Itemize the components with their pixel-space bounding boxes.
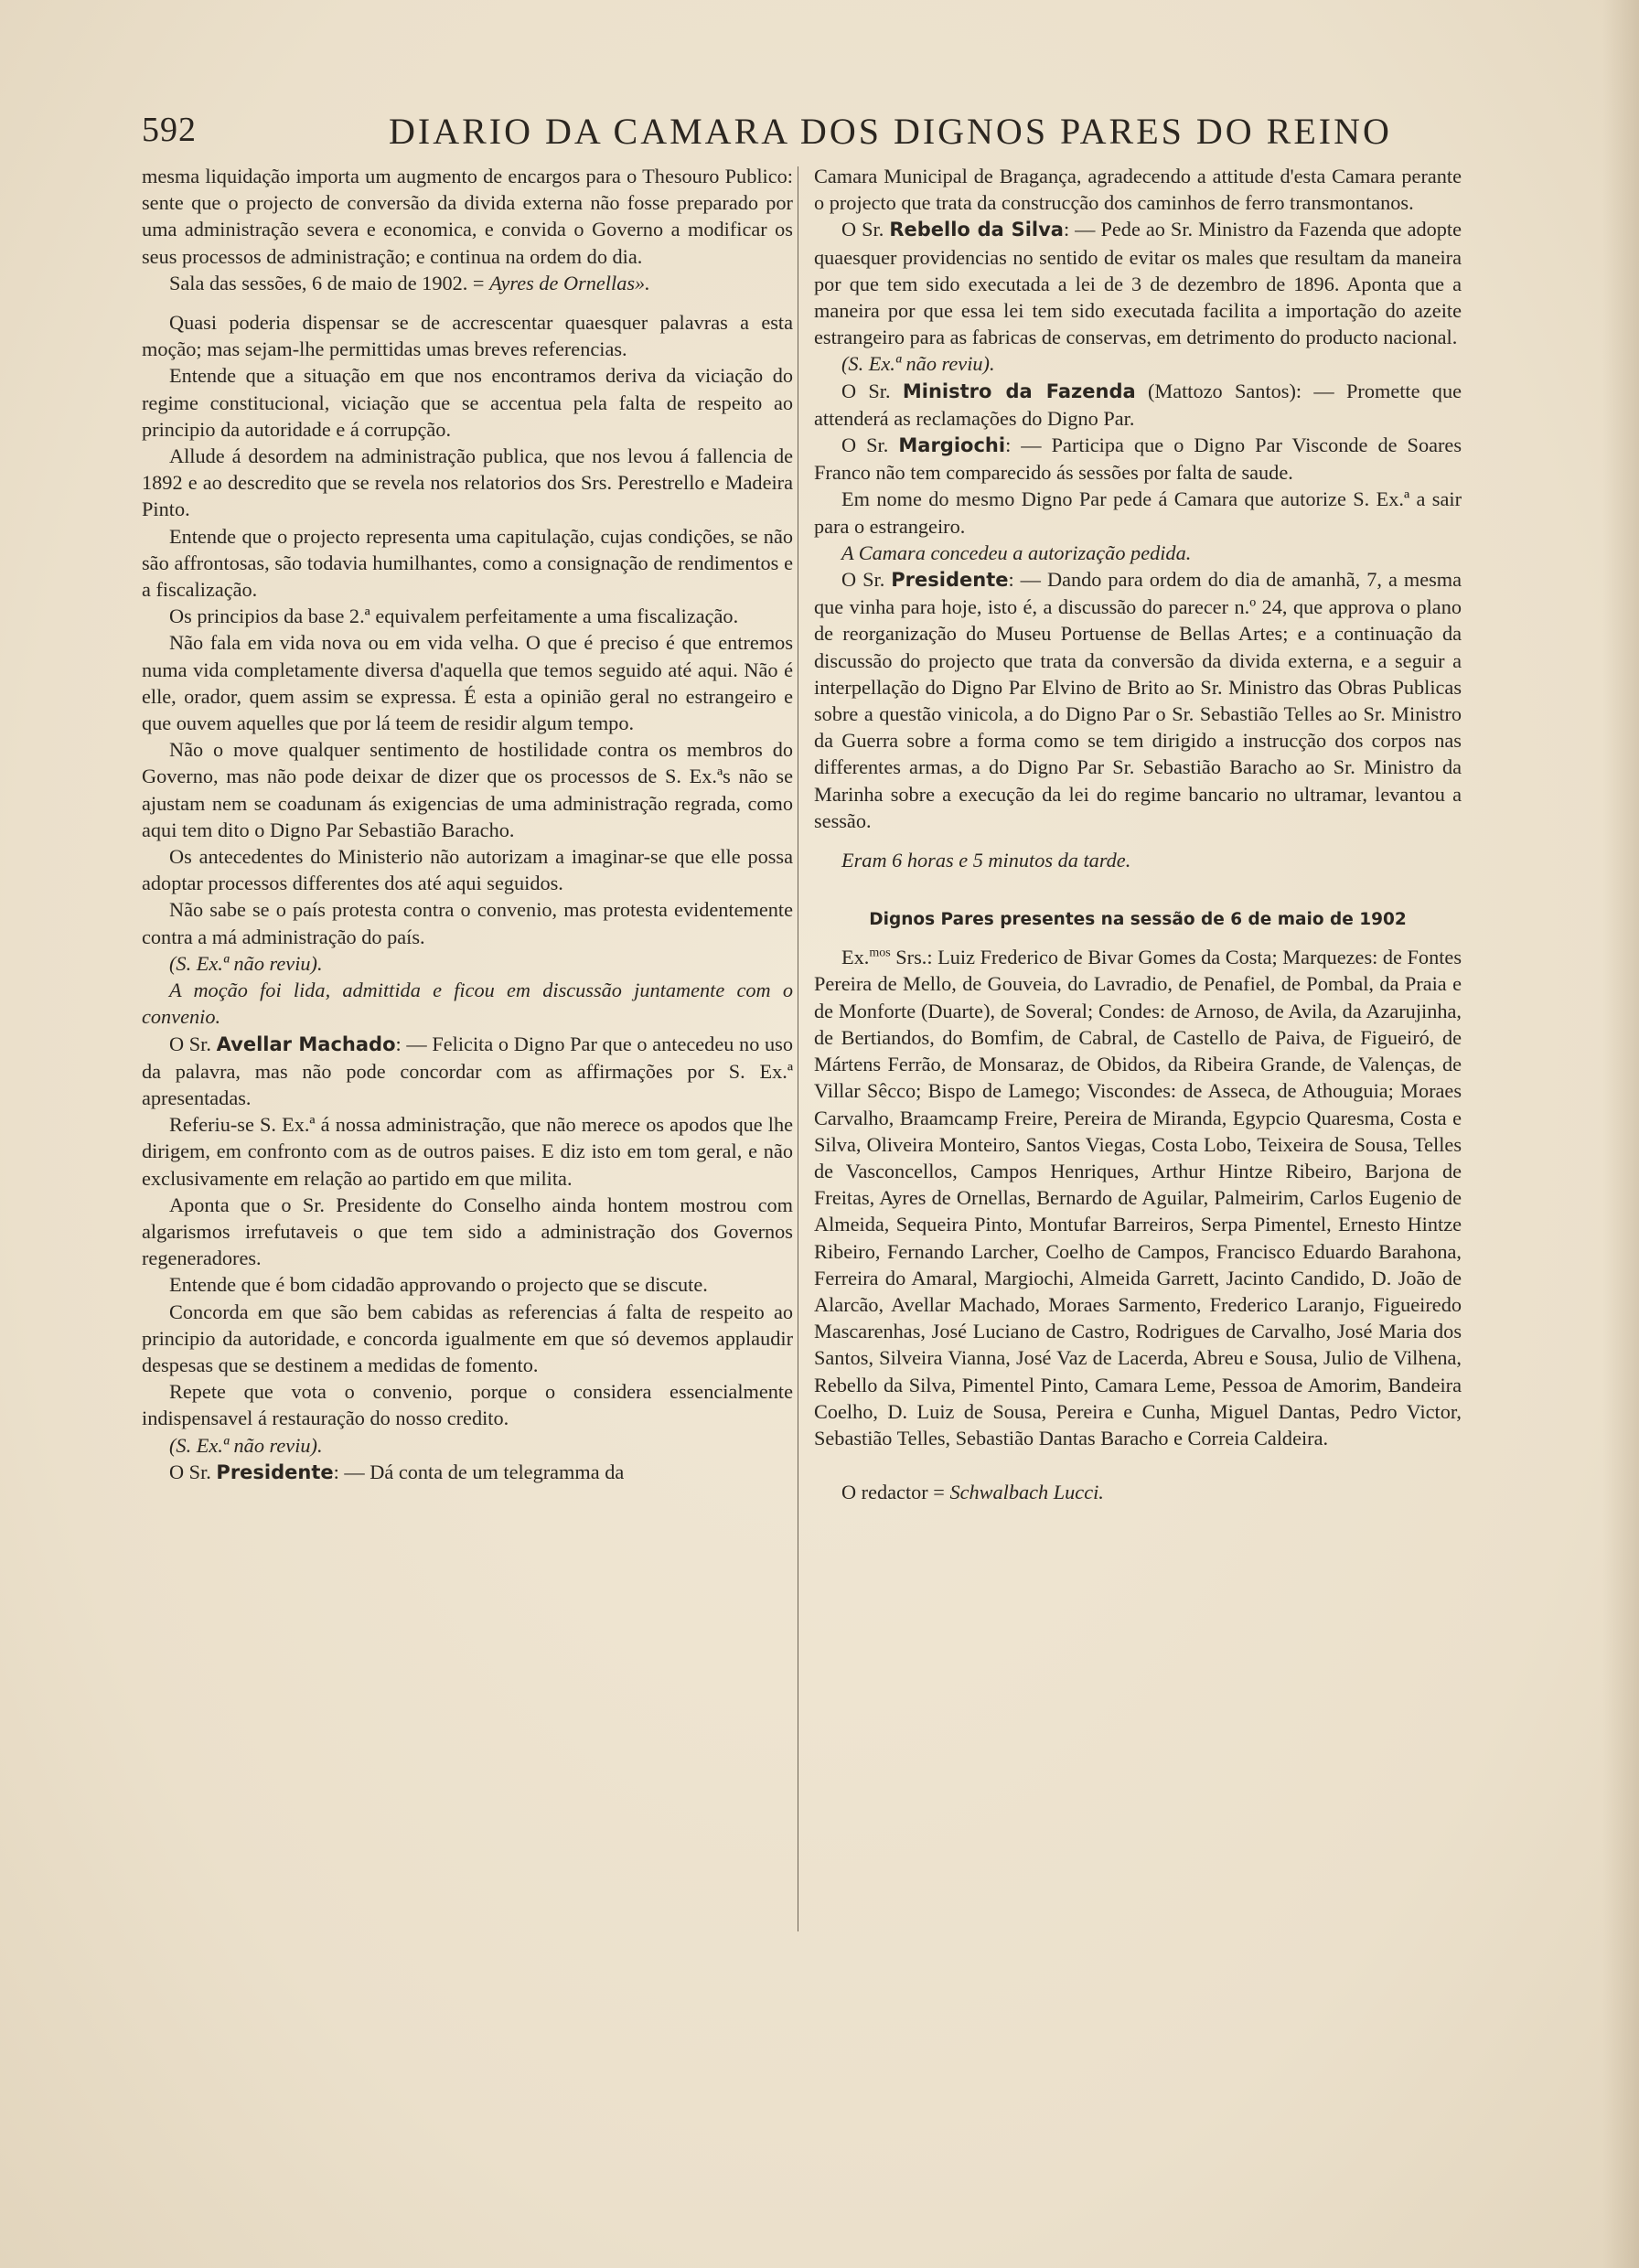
attendance-list: Ex.$^{mos}$ Srs.: Luiz Frederico de Bivar Gomes da Costa; Marquezes: de Fontes Pereira de Mello, de Gouveia, do Lavradio, de Penafiel, de Pombal, da Praia e de Monforte (Duarte), de Soveral; Condes: de Arnoso, de Avila, da Azarujinha, de Bertiandos, do Bomfim, de Cabral, de Castello de Paiva, de Figueiró, de Mártens Ferrão, de Monsaraz, de Obidos, da Ribeira Grande, de Valenças, de Villar Sêcco; Bispo de Lamego; Viscondes: de Asseca, de Athouguia; Moraes Carvalho, Braamcamp Freire, Pereira de Miranda, Egypcio Quaresma, Costa e Silva, Oliveira Monteiro, Santos Viegas, Costa Lobo, Teixeira de Sousa, Telles de Vasconcellos, Campos Henriques, Arthur Hintze Ribeiro, Barjona de Freitas, Ayres de Ornellas, Bernardo de Aguilar, Palmeirim, Carlos Eugenio de Almeida, Sequeira Pinto, Montufar Barreiros, Serpa Pimentel, Ernesto Hintze Ribeiro, Fernando Larcher, Coelho de Campos, Francisco Eduardo Barahona, Ferreira do Amaral, Margiochi, Almeida Garrett, Jacinto Candido, D. João de Alarcão, Avellar Machado, Moraes Sarmento, Frederico Laranjo, Figueiredo Mascarenhas, José Luciano de Castro, Rodrigues de Carvalho, José Maria dos Santos, Silveira Vianna, José Vaz de Lacerda, Abreu e Sousa, Julio de Vilhena, Rebello da Silva, Pimentel Pinto, Camara Leme, Pessoa de Amorim, Bandeira Coelho, D. Luiz de Sousa, Pereira e Cunha, Miguel Dantas, Pedro Victor, Sebastião Telles, Sebastião Dantas Baracho e Correia Caldeira. bbox=[814, 946, 1462, 1450]
paragraph: Concorda em que são bem cabidas as referencias á falta de respeito ao principio da autoridade, e concorda igualmente em que só devemos applaudir despesas que se destinem a medidas de fomento. bbox=[142, 1300, 793, 1376]
paragraph: Entende que o projecto representa uma capitulação, cujas condições, se não são affrontosas, são todavia humilhantes, como a consignação de rendimentos e a fiscalização. bbox=[142, 524, 793, 602]
editorial-note: (S. Ex.ª não reviu). bbox=[169, 1433, 323, 1457]
editorial-note: (S. Ex.ª não reviu). bbox=[169, 951, 323, 975]
paragraph: Entende que é bom cidadão approvando o projecto que se discute. bbox=[169, 1273, 708, 1297]
speech-paragraph: O Sr. Presidente: — Dando para ordem do dia de amanhã, 7, a mesma que vinha para hoje, isto é, a discussão do parecer n.º 24, que approva o plano de reorganização do Museu Portuense de Bellas Artes; e a continuação da discussão do projecto que trata da conversão da divida externa, e a seguir a interpellação do Digno Par Elvino de Brito ao Sr. Ministro das Obras Publicas sobre a questão vinicola, a do Digno Par o Sr. Sebastião Telles ao Sr. Ministro da Guerra sobre a forma como se tem dirigido a instrucção dos corpos nas differentes armas, a do Digno Par Sr. Sebastião Baracho ao Sr. Ministro da Marinha sobre a execução da lei do regime bancario no ultramar, levantou a sessão. bbox=[814, 568, 1462, 832]
editor-name: Schwalbach Lucci. bbox=[949, 1481, 1104, 1504]
speech-paragraph: O Sr. Margiochi: — Participa que o Digno Par Visconde de Soares Franco não tem comparecido ás sessões por falta de saude. bbox=[814, 433, 1462, 485]
page-number: 592 bbox=[142, 111, 197, 149]
paragraph: Allude á desordem na administração publica, que nos levou á fallencia de 1892 e ao descredito que se revela nos relatorios dos Srs. Perestrello e Madeira Pinto. bbox=[142, 444, 793, 521]
paragraph: Repete que vota o convenio, porque o considera essencialmente indispensavel á restauração do nosso credito. bbox=[142, 1380, 793, 1430]
attendance-heading: Dignos Pares presentes na sessão de 6 de maio de 1902 bbox=[869, 910, 1407, 930]
left-column bbox=[142, 163, 793, 1486]
editorial-note: A Camara concedeu a autorização pedida. bbox=[841, 540, 1192, 564]
paragraph: Não o move qualquer sentimento de hostilidade contra os membros do Governo, mas não pode deixar de dizer que os processos de S. Ex.ªs não se ajustam nem se coadunam ás exigencias de uma administração regrada, como aqui tem dito o Digno Par Sebastião Baracho. bbox=[142, 738, 793, 841]
paragraph: Quasi poderia dispensar se de accrescentar quaesquer palavras a esta moção; mas sejam-lhe permittidas umas breves referencias. bbox=[142, 311, 793, 361]
speaker-name: Ministro da Fazenda bbox=[902, 380, 1136, 402]
paragraph: Os antecedentes do Ministerio não autorizam a imaginar-se que elle possa adoptar processos differentes dos até aqui seguidos. bbox=[142, 845, 793, 895]
page-header bbox=[142, 108, 1392, 159]
paragraph bbox=[142, 270, 793, 296]
speech-paragraph: O Sr. Ministro da Fazenda (Mattozo Santos): — Promette que attenderá as reclamações do Digno Par. bbox=[814, 379, 1462, 430]
signature: Ayres de Ornellas». bbox=[489, 271, 650, 294]
paragraph: Referiu-se S. Ex.ª á nossa administração, que não merece os apodos que lhe dirigem, em confronto com as de outros paises. E diz isto em tom geral, e não exclusivamente em relação ao partido em que milita. bbox=[142, 1113, 793, 1190]
right-column bbox=[814, 163, 1462, 1505]
session-date-text: Sala das sessões, 6 de maio de 1902. = bbox=[169, 271, 490, 294]
speaker-name: Presidente bbox=[891, 569, 1009, 592]
speaker-name: Rebello da Silva bbox=[889, 219, 1064, 241]
paragraph: Não fala em vida nova ou em vida velha. O que é preciso é que entremos numa vida completamente diversa d'aquella que temos seguido até aqui. Não é elle, orador, quem assim se expressa. É esta a opinião geral no estrangeiro e que ouvem aquelles que por lá teem de residir algum tempo. bbox=[142, 631, 793, 735]
paragraph: Em nome do mesmo Digno Par pede á Camara que autorize S. Ex.ª a sair para o estrangeiro. bbox=[814, 487, 1462, 538]
speech-paragraph: O Sr. Avellar Machado: — Felicita o Digno Par que o antecedeu no uso da palavra, mas não pode concordar com as affirmações por S. Ex.ª apresentadas. bbox=[142, 1032, 793, 1109]
speaker-name: Avellar Machado bbox=[216, 1032, 396, 1055]
paragraph: mesma liquidação importa um augmento de encargos para o Thesouro Publico: sente que o projecto de conversão da divida externa não fosse preparado por uma administração severa e economica, e convida o Governo a modificar os seus processos de administração; e continua na ordem do dia. bbox=[142, 165, 793, 268]
paragraph: Não sabe se o país protesta contra o convenio, mas protesta evidentemente contra a má administração do país. bbox=[142, 898, 793, 948]
page-edge-shadow bbox=[1602, 0, 1639, 2268]
speaker-name: Presidente bbox=[216, 1460, 334, 1483]
paragraph: Os principios da base 2.ª equivalem perfeitamente a uma fiscalização. bbox=[169, 604, 739, 628]
paragraph: Entende que a situação em que nos encontramos deriva da viciação do regime constitucional, viciação que se accentua pela falta de respeito ao principio da autoridade e á corrupção. bbox=[142, 364, 793, 441]
speaker-name: Margiochi bbox=[898, 434, 1006, 457]
journal-title: DIARIO DA CAMARA DOS DIGNOS PARES DO REINO bbox=[389, 111, 1392, 152]
paragraph: Camara Municipal de Bragança, agradecendo a attitude d'esta Camara perante o projecto que trata da construcção dos caminhos de ferro transmontanos. bbox=[814, 165, 1462, 215]
paragraph: Aponta que o Sr. Presidente do Conselho ainda hontem mostrou com algarismos irrefutaveis o que tem sido a administração dos Governos regeneradores. bbox=[142, 1193, 793, 1270]
speech-paragraph: O Sr. Rebello da Silva: — Pede ao Sr. Ministro da Fazenda que adopte quaesquer providencias no sentido de evitar os males que resultam da maneira por que tem sido executada a lei de 3 de dezembro de 1896. Aponta que a maneira por que essa lei tem sido executada facilita a importação do azeite estrangeiro para as fabricas de conservas, em detrimento do producto nacional. bbox=[814, 218, 1462, 349]
session-close-time: Eram 6 horas e 5 minutos da tarde. bbox=[841, 849, 1131, 872]
speech-paragraph: O Sr. Presidente: — Dá conta de um telegramma da bbox=[169, 1460, 625, 1483]
editorial-note: (S. Ex.ª não reviu). bbox=[841, 352, 995, 376]
editorial-note: A moção foi lida, admittida e ficou em discussão juntamente com o convenio. bbox=[142, 979, 793, 1029]
editor-signature: O redactor = Schwalbach Lucci. bbox=[841, 1481, 1104, 1504]
